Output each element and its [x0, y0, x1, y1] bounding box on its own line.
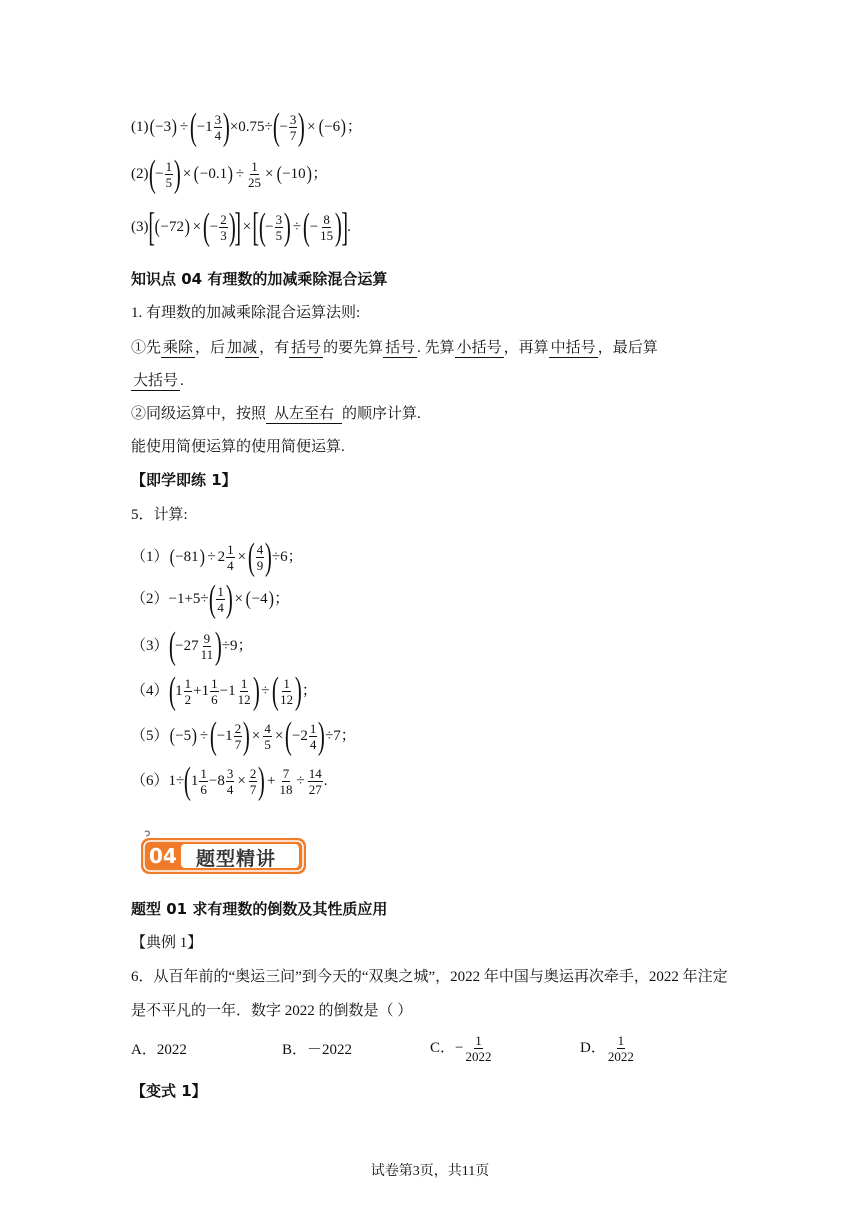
- page-footer: 试卷第3页，共11页: [370, 1164, 490, 1179]
- banner-number: 04: [149, 844, 177, 868]
- value: −72: [160, 218, 184, 235]
- label: (2): [131, 165, 149, 182]
- rule-intro: 1. 有理数的加减乘除混合运算法则:: [131, 305, 361, 321]
- practice-item-2: （2） −1+5÷ ( $\frac{1}{4}$ ) × ( −4 ) ；: [131, 578, 290, 620]
- example-label: 【典例 1】: [131, 935, 203, 951]
- value: −10: [282, 165, 306, 182]
- fraction: $\frac{1}{4}$: [217, 583, 224, 615]
- fraction: $\frac{7}{18}$: [279, 765, 293, 797]
- fraction: $\frac{2}{7}$: [249, 765, 257, 797]
- practice-item-6: （6） 1÷ ( 1 $\frac{1}{6}$ −8 $\frac{3}{4}$ × $\frac{2}{7}$ ) + $\frac{7}{18}$ ÷ $\frac{14}{27}$ .: [131, 760, 328, 802]
- fraction: $\frac{14}{27}$: [308, 765, 322, 797]
- value: ×0.75÷: [229, 118, 273, 135]
- fraction: $\frac{8}{15}$: [320, 211, 334, 243]
- fraction: $\frac{2}{3}$: [220, 211, 227, 243]
- practice-item-3: （3） ( −27 $\frac{9}{11}$ ) ÷9 ；: [131, 625, 253, 667]
- problem-1: (1) ( −3 ) ÷ ( −1 $\frac{3}{4}$ ) ×0.75÷ ( − $\frac{3}{7}$ ) × ( −6 ) ；: [131, 106, 362, 148]
- option-d[interactable]: D． $\frac{1}{2022}$: [580, 1033, 634, 1064]
- option-b[interactable]: B．－2022: [282, 1042, 353, 1058]
- label: (1): [131, 118, 149, 135]
- question-line-1: 6．从百年前的“奥运三问”到今天的“双奥之城”，2022 年中国与奥运再次牵手，2022 年注定: [131, 969, 728, 985]
- fraction: $\frac{1}{12}$: [280, 675, 294, 707]
- option-a[interactable]: A．2022: [131, 1042, 187, 1058]
- fraction: $\frac{3}{7}$: [289, 111, 297, 143]
- option-c[interactable]: C． − $\frac{1}{2022}$: [430, 1033, 492, 1064]
- fraction: $\frac{1}{2022}$: [465, 1033, 492, 1064]
- fraction: $\frac{1}{4}$: [227, 541, 234, 573]
- value: −0.1: [199, 165, 228, 182]
- rule-2: ②同级运算中，按照 从左至右 的顺序计算.: [131, 406, 421, 422]
- fraction: $\frac{9}{11}$: [200, 630, 214, 662]
- problem-3: (3) [ ( −72 ) × ( − $\frac{2}{3}$ ) ] × [ ( − $\frac{3}{5}$ ) ÷ ( − $\frac{8}{15}$ ) ] .: [131, 204, 351, 249]
- practice-item-5: （5） ( −5 ) ÷ ( −1 $\frac{2}{7}$ ) × $\frac{4}{5}$ × ( −2 $\frac{1}{4}$ ) ÷7 ；: [131, 715, 356, 757]
- rule-1: ①先 乘除 ，后 加减 ，有 括号 的要先算 括号 . 先算 小括号 ，再算 中括号 ，最后算: [131, 340, 658, 356]
- section-banner: [141, 830, 306, 876]
- type-title: 题型 01 求有理数的倒数及其性质应用: [131, 900, 388, 918]
- practice-title: 【即学即练 1】: [131, 471, 237, 489]
- rule-3: 能使用简便运算的使用简便运算.: [131, 439, 345, 455]
- variant-label: 【变式 1】: [131, 1082, 207, 1100]
- banner-text: 题型精讲: [196, 848, 277, 870]
- label: (3): [131, 218, 149, 235]
- value: −3: [155, 118, 172, 135]
- practice-question: 5．计算:: [131, 507, 188, 523]
- fraction: $\frac{1}{4}$: [309, 720, 317, 752]
- fraction: $\frac{1}{2}$: [184, 675, 192, 707]
- fraction: $\frac{3}{5}$: [275, 211, 283, 243]
- fraction: $\frac{1}{5}$: [165, 158, 173, 190]
- value: −6: [324, 118, 341, 135]
- fraction: $\frac{2}{7}$: [234, 720, 242, 752]
- fraction: $\frac{3}{4}$: [214, 111, 222, 143]
- section-title: 知识点 04 有理数的加减乘除混合运算: [131, 270, 388, 288]
- fraction: $\frac{1}{12}$: [237, 675, 251, 707]
- rule-1-cont: 大括号 .: [133, 373, 184, 389]
- fraction: $\frac{1}{6}$: [200, 765, 207, 797]
- fraction: $\frac{1}{2022}$: [607, 1033, 634, 1064]
- fraction: $\frac{4}{9}$: [256, 541, 264, 573]
- fraction: $\frac{1}{25}$: [248, 158, 262, 190]
- problem-2: (2) ( − $\frac{1}{5}$ ) × ( −0.1 ) ÷ $\frac{1}{25}$ × ( −10 ) ；: [131, 153, 328, 195]
- value: −1: [196, 118, 213, 135]
- fraction: $\frac{1}{6}$: [211, 675, 218, 707]
- practice-item-4: （4） ( 1 $\frac{1}{2}$ +1 $\frac{1}{6}$ −1 $\frac{1}{12}$ ) ÷ ( $\frac{1}{12}$ ) ；: [131, 670, 317, 712]
- practice-item-1: （1） ( −81 ) ÷ 2 $\frac{1}{4}$ × ( $\frac{4}{9}$ ) ÷6 ；: [131, 536, 303, 578]
- question-line-2: 是不平凡的一年．数字 2022 的倒数是（ ）: [131, 1003, 413, 1019]
- fraction: $\frac{3}{4}$: [226, 765, 234, 797]
- fraction: $\frac{4}{5}$: [264, 720, 271, 752]
